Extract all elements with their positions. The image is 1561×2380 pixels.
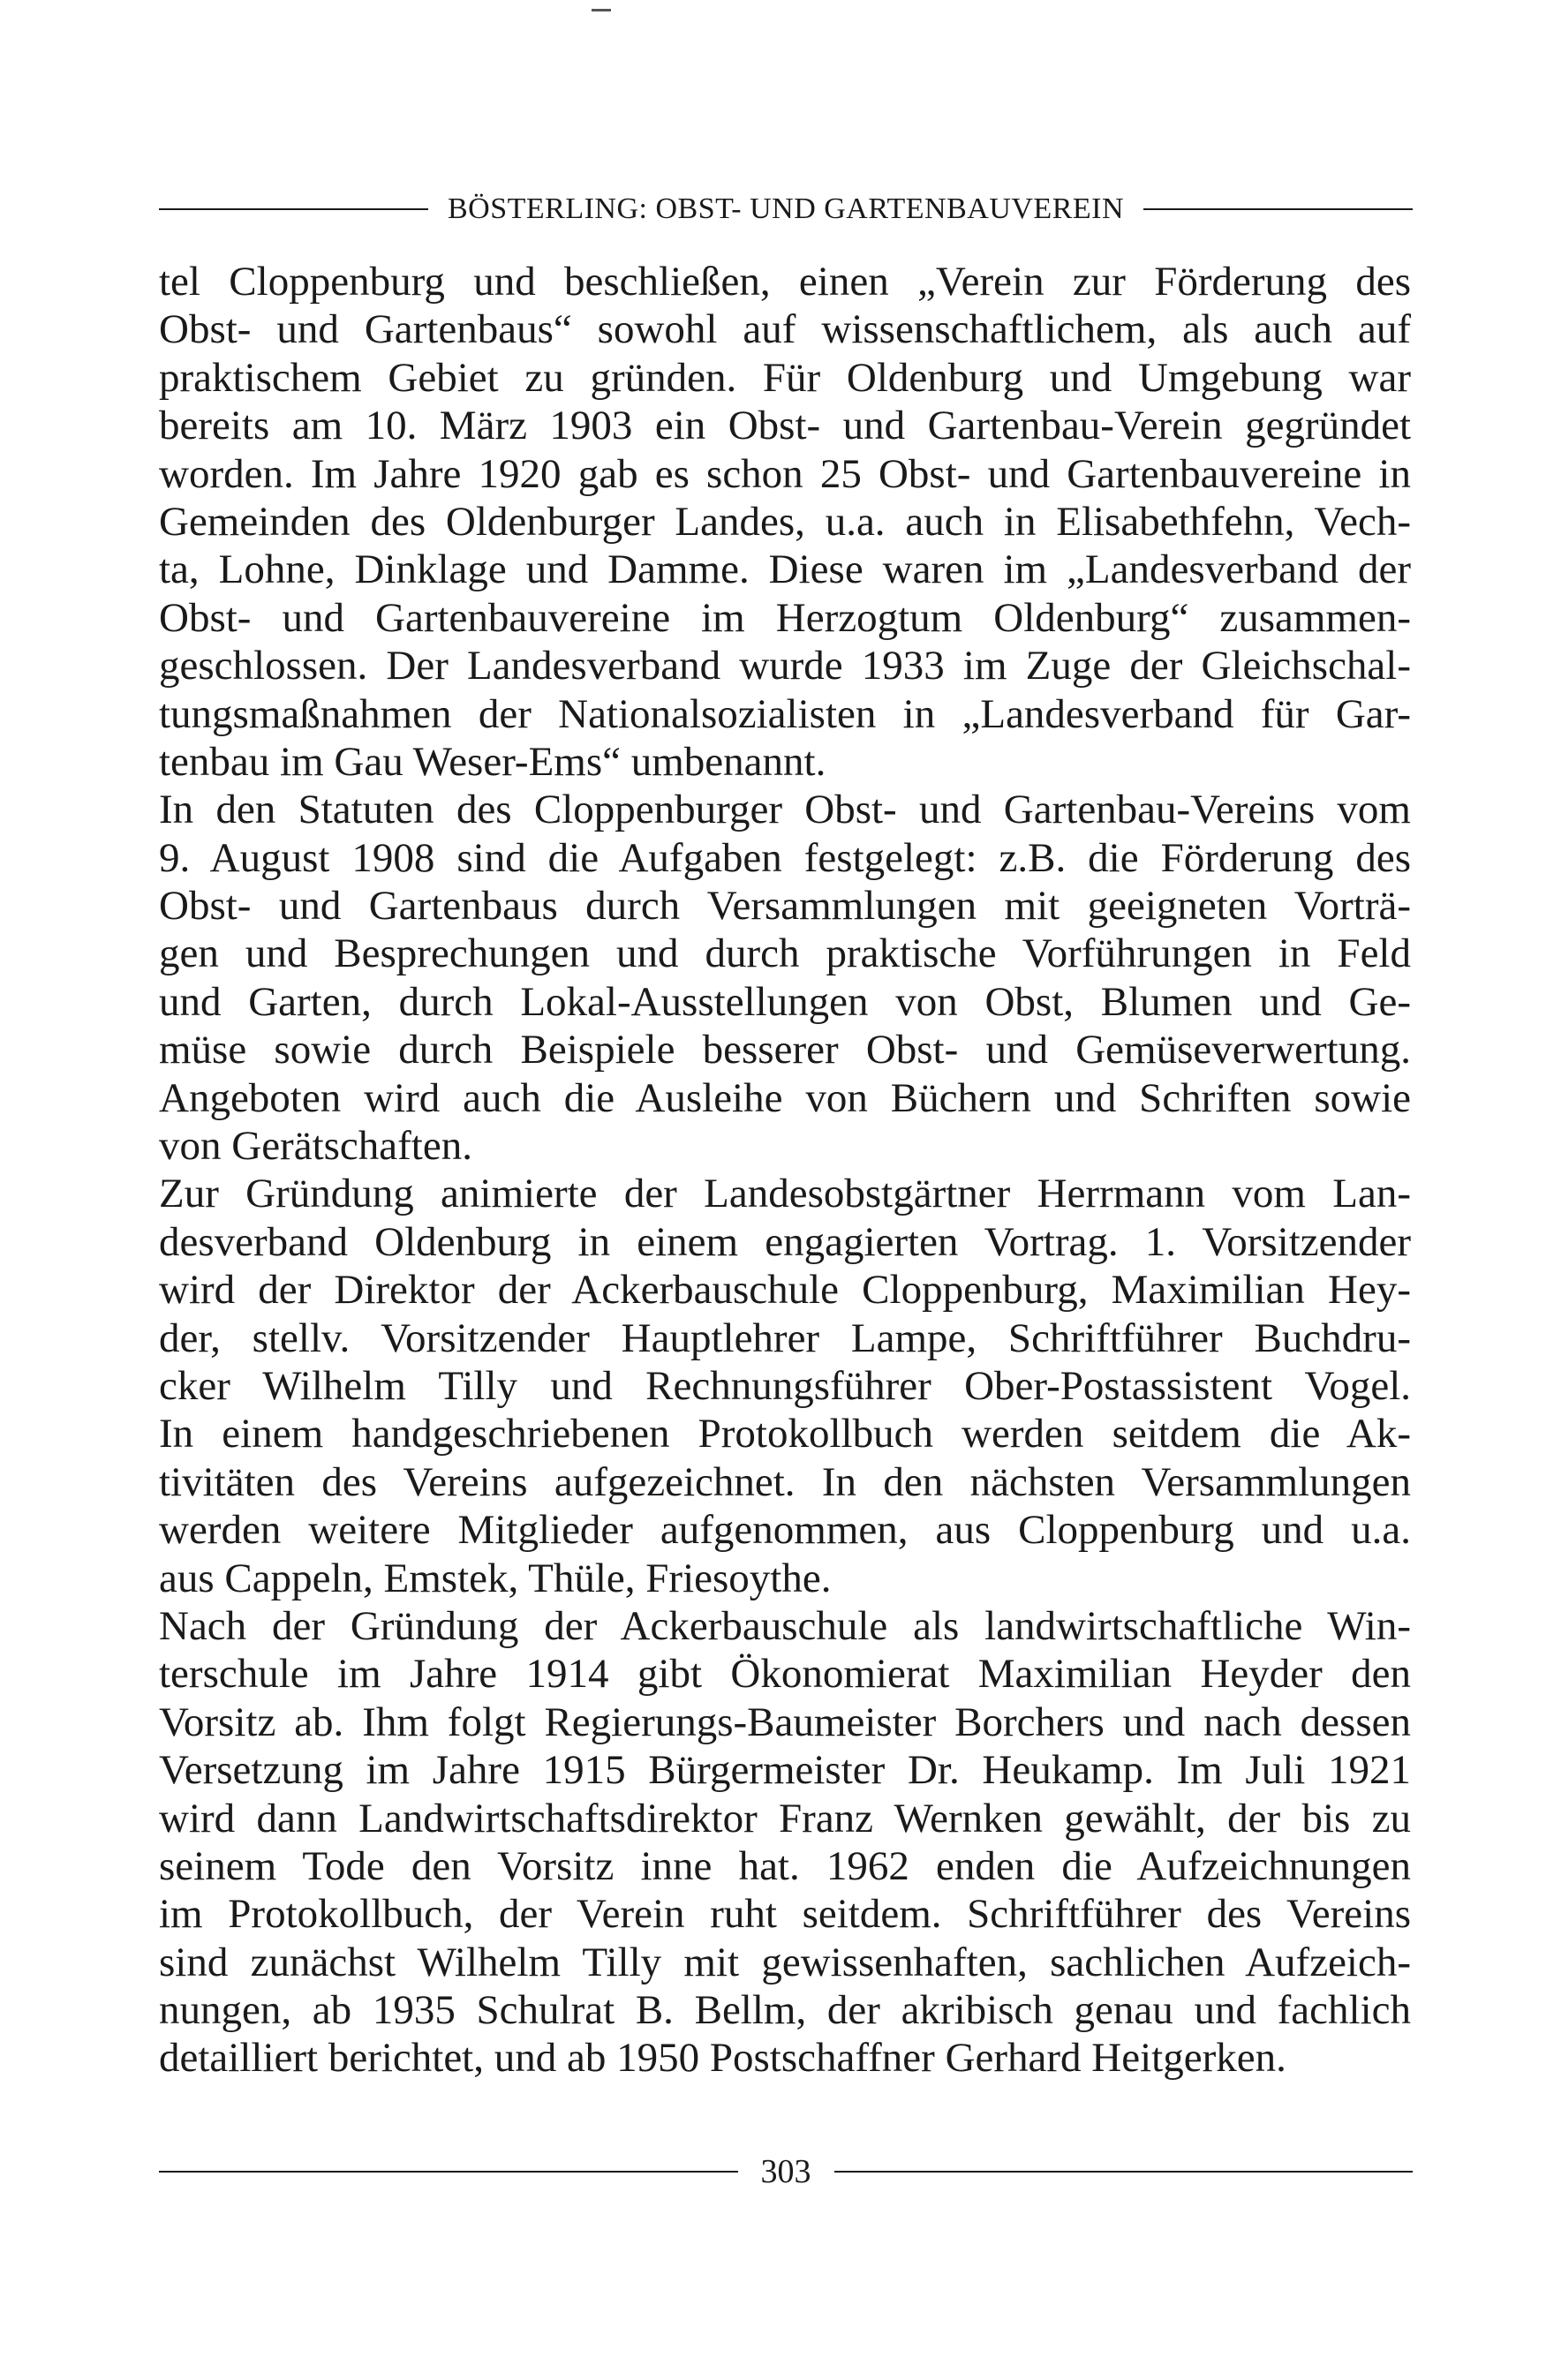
page-number: 303 xyxy=(760,2153,811,2190)
text-line: tenbau im Gau Weser-Ems“ umbenannt. xyxy=(159,738,826,785)
footer-rule-left xyxy=(159,2171,738,2173)
text-line: Gemeinden des Oldenburger Landes, u.a. auch in Elisabethfehn, Vech- xyxy=(159,498,1411,545)
text-line: sind zunächst Wilhelm Tilly mit gewissenhaften, sachlichen Aufzeich- xyxy=(159,1939,1411,1985)
header-rule-left xyxy=(159,208,428,210)
text-line: werden weitere Mitglieder aufgenommen, aus Cloppenburg und u.a. xyxy=(159,1507,1411,1554)
text-line: Obst- und Gartenbauvereine im Herzogtum Oldenburg“ zusammen- xyxy=(159,594,1411,641)
text-line: tel Cloppenburg und beschließen, einen „Verein zur Förderung des xyxy=(159,259,1411,305)
text-line: terschule im Jahre 1914 gibt Ökonomierat Maximilian Heyder den xyxy=(159,1651,1411,1698)
text-line: der, stellv. Vorsitzender Hauptlehrer Lampe, Schriftführer Buchdru- xyxy=(159,1314,1411,1361)
text-line: bereits am 10. März 1903 ein Obst- und Gartenbau-Verein gegründet xyxy=(159,403,1411,449)
text-line: nungen, ab 1935 Schulrat B. Bellm, der akribisch genau und fachlich xyxy=(159,1987,1411,2034)
text-line: müse sowie durch Beispiele besserer Obst- und Gemüseverwertung. xyxy=(159,1027,1411,1073)
text-line: im Protokollbuch, der Verein ruht seitdem. Schriftführer des Vereins xyxy=(159,1891,1411,1938)
page-footer xyxy=(159,2152,1413,2191)
text-line: praktischem Gebiet zu gründen. Für Oldenburg und Umgebung war xyxy=(159,354,1411,401)
text-line: aus Cappeln, Emstek, Thüle, Friesoythe. xyxy=(159,1555,832,1601)
footer-rule-right xyxy=(834,2171,1414,2173)
text-line: desverband Oldenburg in einem engagierten Vortrag. 1. Vorsitzender xyxy=(159,1218,1411,1265)
text-line: In den Statuten des Cloppenburger Obst- und Gartenbau-Vereins vom xyxy=(159,787,1411,833)
running-title: BÖSTERLING: OBST- UND GARTENBAUVEREIN xyxy=(447,192,1125,225)
text-line: wird der Direktor der Ackerbauschule Cloppenburg, Maximilian Hey- xyxy=(159,1267,1411,1314)
body-text xyxy=(159,258,1411,2082)
header-rule-right xyxy=(1143,208,1413,210)
text-line: Vorsitz ab. Ihm folgt Regierungs-Baumeister Borchers und nach dessen xyxy=(159,1698,1411,1745)
text-line: von Gerätschaften. xyxy=(159,1123,472,1170)
text-line: Zur Gründung animierte der Landesobstgärtner Herrmann vom Lan- xyxy=(159,1171,1411,1217)
text-line: wird dann Landwirtschaftsdirektor Franz Wernken gewählt, der bis zu xyxy=(159,1795,1411,1841)
text-line: Obst- und Gartenbaus durch Versammlungen mit geeigneten Vorträ- xyxy=(159,883,1411,930)
text-line: seinem Tode den Vorsitz inne hat. 1962 enden die Aufzeichnungen xyxy=(159,1842,1411,1889)
text-line: tungsmaßnahmen der Nationalsozialisten in „Landesverband für Gar- xyxy=(159,690,1411,737)
text-line: detailliert berichtet, und ab 1950 Postschaffner Gerhard Heitgerken. xyxy=(159,2035,1286,2082)
text-line: 9. August 1908 sind die Aufgaben festgelegt: z.B. die Förderung des xyxy=(159,834,1411,881)
text-line: Obst- und Gartenbaus“ sowohl auf wissenschaftlichem, als auch auf xyxy=(159,306,1411,353)
text-line: tivitäten des Vereins aufgezeichnet. In den nächsten Versammlungen xyxy=(159,1458,1411,1505)
scan-mark xyxy=(592,9,611,11)
text-line: gen und Besprechungen und durch praktische Vorführungen in Feld xyxy=(159,930,1411,977)
text-line: ta, Lohne, Dinklage und Damme. Diese waren im „Landesverband der xyxy=(159,546,1411,593)
text-line: Angeboten wird auch die Ausleihe von Büchern und Schriften sowie xyxy=(159,1074,1411,1121)
text-line: Nach der Gründung der Ackerbauschule als landwirtschaftliche Win- xyxy=(159,1602,1411,1649)
text-line: und Garten, durch Lokal-Ausstellungen von Obst, Blumen und Ge- xyxy=(159,978,1411,1025)
running-header xyxy=(159,192,1413,226)
text-line: Versetzung im Jahre 1915 Bürgermeister Dr. Heukamp. Im Juli 1921 xyxy=(159,1747,1411,1794)
text-line: geschlossen. Der Landesverband wurde 1933 im Zuge der Gleichschal- xyxy=(159,643,1411,689)
text-line: cker Wilhelm Tilly und Rechnungsführer Ober-Postassistent Vogel. xyxy=(159,1362,1411,1409)
text-line: In einem handgeschriebenen Protokollbuch werden seitdem die Ak- xyxy=(159,1411,1411,1457)
text-line: worden. Im Jahre 1920 gab es schon 25 Obst- und Gartenbauvereine in xyxy=(159,450,1411,497)
